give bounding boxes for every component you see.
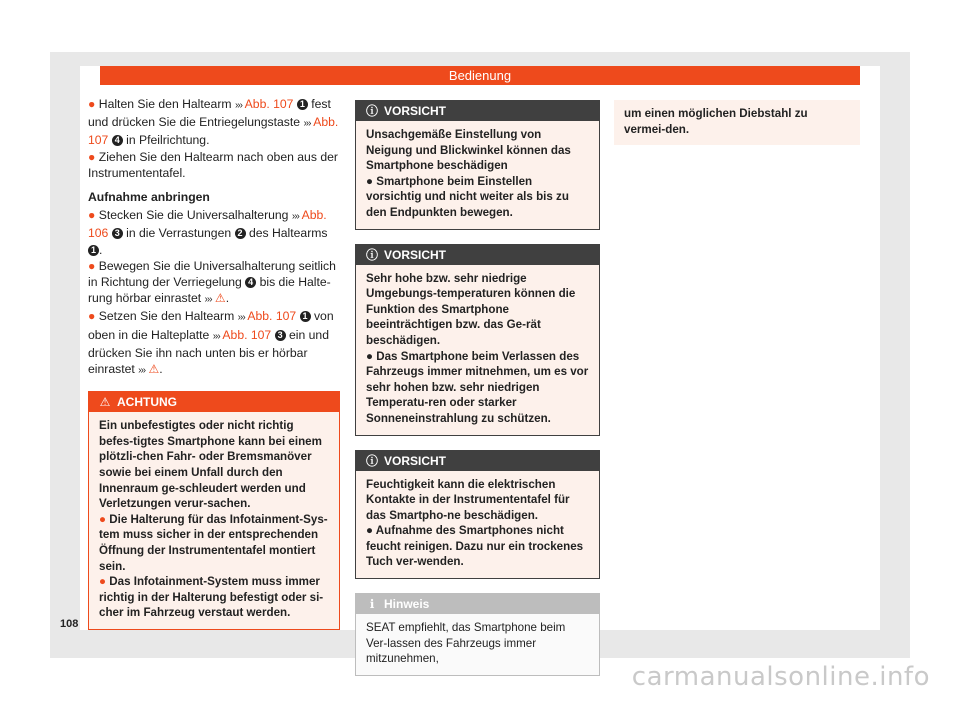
reference-arrows-icon: ››› [212, 330, 220, 342]
hinweis-box [355, 593, 600, 676]
reference-arrows-icon: ››› [303, 118, 311, 130]
reference-arrows-icon: ››› [138, 365, 146, 377]
bullet-icon: ● [88, 149, 96, 164]
hinweis-body: SEAT empfiehlt, das Smartphone beim Ver-lassen des Fahrzeugs immer mitzunehmen, [366, 621, 566, 666]
achtung-header: ⚠ ACHTUNG [89, 392, 339, 412]
bullet-icon: ● [88, 309, 96, 324]
list-item: ● Aufnahme des Smartphones nicht feucht reinigen. Dazu nur ein trockenes Tuch ver-wenden. [366, 524, 584, 569]
warning-triangle-icon: ⚠ [99, 395, 111, 410]
hinweis-header: ℹ Hinweis [356, 594, 599, 614]
vorsicht-body: Feuchtigkeit kann die elektrischen Kontakte in der Instrumententafel für das Smartpho-ne beschädigen. ● Aufnahme des Smartphones nicht feucht reinigen. Dazu nur ein trockenes Tuch ver-wenden. [356, 471, 599, 579]
hinweis-continuation-body: um einen möglichen Diebstahl zu vermei-den. [624, 107, 808, 136]
callout-number: 2 [235, 228, 246, 239]
reference-arrows-icon: ››› [291, 211, 299, 223]
watermark: carmanualsonline.info [631, 662, 930, 692]
column-left [88, 96, 340, 630]
figure-link[interactable]: Abb. 107 [244, 97, 294, 111]
caution-circle-icon: ⓘ [366, 247, 379, 262]
list-item: ● Das Infotainment-System muss immer richtig in der Halterung befestigt oder si-cher im Fahrzeug verstaut werden. [99, 575, 324, 620]
vorsicht-body: Sehr hohe bzw. sehr niedrige Umgebungs-temperaturen können die Funktion des Smartphone beeinträchtigen bzw. das Ge-rät beschädigen. ● Das Smartphone beim Verlassen des Fahrzeugs immer mitnehmen, um es vor sehr hohen bzw. sehr niedrigen Temperatu-ren oder starker Sonneneinstrahlung zu schützen. [366, 271, 589, 425]
caution-circle-icon: ⓘ [366, 453, 379, 468]
reference-arrows-icon: ››› [237, 312, 245, 324]
section-header: Bedienung [100, 66, 860, 85]
step-4: ● Bewegen Sie die Universalhalterung seitlich in Richtung der Verriegelung 4 bis die Halte-rung hörbar einrastet ››› ⚠. [88, 258, 336, 306]
step-3: ● Stecken Sie die Universalhalterung ››› Abb. 106 3 in die Verrastungen 2 des Haltearms 1 . [88, 208, 328, 257]
list-item: ● Das Smartphone beim Verlassen des Fahrzeugs immer mitnehmen, um es vor sehr hohen bzw. sehr niedrigen Temperatu-ren oder starker Sonneneinstrahlung zu schützen. [366, 349, 589, 425]
callout-number: 1 [88, 245, 99, 256]
column-middle [355, 100, 600, 676]
step-2: ● Ziehen Sie den Haltearm nach oben aus der Instrumententafel. [88, 149, 338, 180]
vorsicht-box [355, 450, 600, 580]
list-item: ● Die Halterung für das Infotainment-Sys-tem muss sicher in der entsprechenden Öffnung der Instrumententafel montiert sein. [99, 512, 328, 573]
step-5: ● Setzen Sie den Haltearm ››› Abb. 107 1 von oben in die Halteplatte ››› Abb. 107 3 ein und drücken Sie ihn nach unten bis er hörbar einrastet ››› ⚠. [88, 309, 334, 377]
vorsicht-box [355, 100, 600, 230]
vorsicht-header: ⓘ VORSICHT [356, 101, 599, 121]
vorsicht-header: ⓘ VORSICHT [356, 245, 599, 265]
bullet-icon: ● [88, 97, 96, 111]
figure-link[interactable]: Abb. 106 [88, 208, 327, 241]
achtung-body: Ein unbefestigtes oder nicht richtig befes-tigtes Smartphone kann bei einem plötzli-chen Fahr- oder Bremsmanöver sowie bei einem Unfall durch den Innenraum ge-schleudert werden und Verletzungen verur-sachen. ● Die Halterung für das Infotainment-Sys-tem muss sicher in der entsprechenden Öffnung der Instrumententafel montiert sein. ● Das Infotainment-System muss immer richtig in der Halterung befestigt oder si-cher im Fahrzeug verstaut werden. [99, 419, 328, 620]
caution-circle-icon: ⓘ [366, 104, 379, 118]
figure-link[interactable]: Abb. 107 [88, 115, 339, 148]
warning-triangle-icon[interactable]: ⚠ [214, 291, 226, 306]
info-icon: ℹ [369, 597, 375, 612]
bullet-icon: ● [88, 208, 96, 223]
column-right [614, 100, 860, 145]
figure-link[interactable]: Abb. 107 [222, 327, 272, 342]
vorsicht-header: ⓘ VORSICHT [356, 451, 599, 471]
reference-arrows-icon: ››› [234, 100, 242, 111]
bullet-icon: ● [99, 575, 107, 589]
callout-number: 1 [300, 311, 311, 322]
page-number: 108 [60, 618, 79, 630]
achtung-box [88, 391, 340, 630]
callout-number: 4 [245, 277, 256, 288]
bullet-icon: ● [88, 258, 96, 273]
figure-link[interactable]: Abb. 107 [247, 309, 297, 324]
step-1: ● Halten Sie den Haltearm ››› Abb. 107 1 fest und drücken Sie die Entriegelungstaste ››› Abb. 107 4 in Pfeilrichtung. [88, 97, 339, 148]
reference-arrows-icon: ››› [204, 294, 212, 306]
vorsicht-body: Unsachgemäße Einstellung von Neigung und Blickwinkel können das Smartphone beschädigen ● Smartphone beim Einstellen vorsichtig und nicht weiter als bis zu den Endpunkten bewegen. [356, 121, 599, 229]
callout-number: 1 [297, 99, 308, 110]
list-item: ● Smartphone beim Einstellen vorsichtig und nicht weiter als bis zu den Endpunkten bewegen. [366, 174, 569, 219]
subheading: Aufnahme anbringen [88, 190, 210, 205]
callout-number: 3 [275, 330, 286, 341]
hinweis-continuation [614, 100, 860, 145]
warning-triangle-icon[interactable]: ⚠ [148, 362, 160, 377]
vorsicht-box [355, 244, 600, 436]
callout-number: 4 [112, 135, 123, 146]
callout-number: 3 [112, 228, 123, 239]
bullet-icon: ● [99, 512, 107, 526]
